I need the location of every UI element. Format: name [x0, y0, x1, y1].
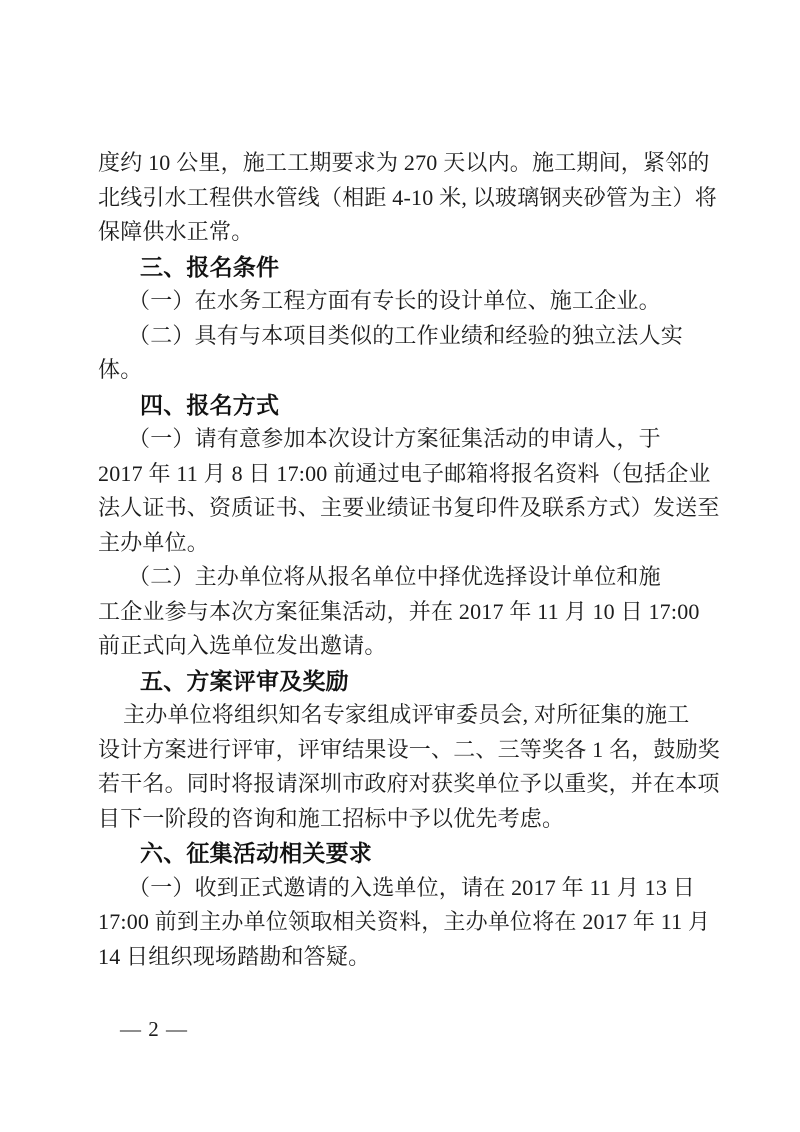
section-heading: 四、报名方式: [140, 391, 280, 418]
text-line: （一）收到正式邀请的入选单位，请在 2017 年 11 月 13 日: [128, 874, 695, 900]
text-line: 主办单位。: [98, 529, 210, 555]
text-line: 度约 10 公里，施工工期要求为 270 天以内。施工期间，紧邻的: [98, 150, 710, 175]
text-line: 17:00 前到主办单位领取相关资料，主办单位将在 2017 年 11 月: [98, 909, 711, 934]
section-heading: 六、征集活动相关要求: [140, 840, 372, 866]
text-line: 工企业参与本次方案征集活动，并在 2017 年 11 月 10 日 17:00: [98, 598, 700, 624]
section-heading: 三、报名条件: [140, 253, 280, 280]
section-heading: 五、方案评审及奖励: [140, 667, 349, 694]
text-line: 2017 年 11 月 8 日 17:00 前通过电子邮箱将报名资料（包括企业: [98, 460, 711, 486]
text-line: （二）主办单位将从报名单位中择优选择设计单位和施: [128, 564, 661, 589]
text-line: （二）具有与本项目类似的工作业绩和经验的独立法人实: [128, 322, 684, 348]
text-line: 若干名。同时将报请深圳市政府对获奖单位予以重奖，并在本项: [98, 771, 720, 796]
text-line: 目下一阶段的咨询和施工招标中予以优先考虑。: [98, 805, 565, 831]
text-line: 14 日组织现场踏勘和答疑。: [98, 943, 371, 969]
text-line: 主办单位将组织知名专家组成评审委员会, 对所征集的施工: [123, 702, 690, 727]
text-line: 设计方案进行评审，评审结果设一、二、三等奖各 1 名，鼓励奖: [98, 736, 721, 762]
text-line: （一）在水务工程方面有专长的设计单位、施工企业。: [128, 288, 661, 313]
document-content: [98, 146, 721, 974]
text-line: 前正式向入选单位发出邀请。: [98, 633, 387, 658]
text-line: （一）请有意参加本次设计方案征集活动的申请人，于: [128, 426, 661, 451]
text-line: 法人证书、资质证书、主要业绩证书复印件及联系方式）发送至: [98, 495, 720, 520]
text-line: 北线引水工程供水管线（相距 4-10 米, 以玻璃钢夹砂管为主）将: [98, 184, 717, 210]
text-line: 保障供水正常。: [98, 219, 254, 244]
page-number: — 2 —: [120, 1017, 188, 1041]
text-line: 体。: [98, 357, 143, 382]
